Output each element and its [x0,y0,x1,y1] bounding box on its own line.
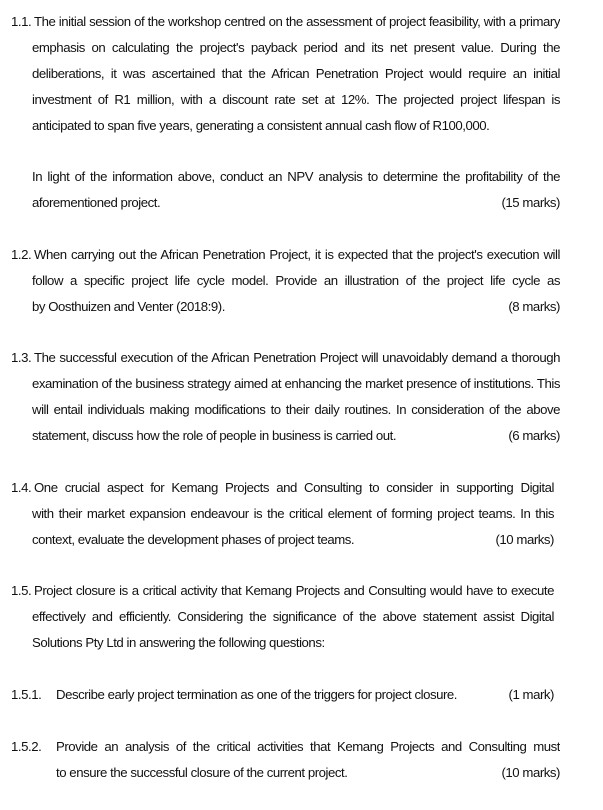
question-1-1-line-1: The initial session of the workshop centred on the assessment of project feasibility, with a primary [34,14,560,29]
question-1-4-line-3: context, evaluate the development phases of project teams. [32,532,355,547]
question-1-1-instruction-line-1: In light of the information above, conduct an NPV analysis to determine the profitability of the [32,169,560,184]
question-1-3-line-1: The successful execution of the African Penetration Project will unavoidably demand a thorough [34,350,560,365]
question-1-2-line-3: by Oosthuizen and Venter (2018:9). [32,299,225,314]
question-1-5-line-1: Project closure is a critical activity that Kemang Projects and Consulting would have to execute [34,583,554,598]
question-1-5-2-line-2: to ensure the successful closure of the current project. [56,765,348,780]
question-1-1-line-4: investment of R1 million, with a discount rate set at 12%. The projected project lifespan is [32,92,560,107]
question-1-2-number: 1.2. [11,247,32,262]
question-1-1-number: 1.1. [11,14,32,29]
question-1-5-1-text: Describe early project termination as one of the triggers for project closure. [56,687,458,702]
question-1-3-number: 1.3. [11,350,32,365]
question-1-4-marks: (10 marks) [495,532,554,547]
question-1-4-line-1: One crucial aspect for Kemang Projects and Consulting to consider in supporting Digital [34,480,554,495]
question-1-5-number: 1.5. [11,583,32,598]
question-1-1-marks: (15 marks) [501,195,560,210]
question-1-3-line-2: examination of the business strategy aimed at enhancing the market presence of institutions. This [32,376,560,391]
question-1-4-number: 1.4. [11,480,32,495]
question-1-5-line-2: effectively and efficiently. Considering the significance of the above statement assist Digital [32,609,554,624]
question-1-1-line-3: deliberations, it was ascertained that the African Penetration Project would require an initial [32,66,560,81]
question-1-2-line-2: follow a specific project life cycle model. Provide an illustration of the project life cycle as [32,273,560,288]
question-1-2-line-1: When carrying out the African Penetration Project, it is expected that the project's execution will [34,247,560,262]
question-1-5-2-marks: (10 marks) [501,765,560,780]
question-1-2-marks: (8 marks) [508,299,560,314]
question-1-5-line-3: Solutions Pty Ltd in answering the following questions: [32,635,325,650]
question-1-5-2-number: 1.5.2. [11,739,42,754]
question-1-5-1-number: 1.5.1. [11,687,42,702]
question-1-3-line-3: will entail individuals making modifications to their daily routines. In consideration of the above [32,402,560,417]
question-1-1-instruction-line-2: aforementioned project. [32,195,161,210]
question-1-3-marks: (6 marks) [508,428,560,443]
question-1-1-line-5: anticipated to span five years, generating a consistent annual cash flow of R100,000. [32,118,490,133]
question-1-4-line-2: with their market expansion endeavour is the critical element of forming project teams. In this [32,506,554,521]
question-1-5-2-line-1: Provide an analysis of the critical activities that Kemang Projects and Consulting must [56,739,560,754]
question-1-3-line-4: statement, discuss how the role of people in business is carried out. [32,428,397,443]
question-1-5-1-marks: (1 mark) [508,687,554,702]
question-1-1-line-2: emphasis on calculating the project's payback period and its net present value. During the [32,40,560,55]
